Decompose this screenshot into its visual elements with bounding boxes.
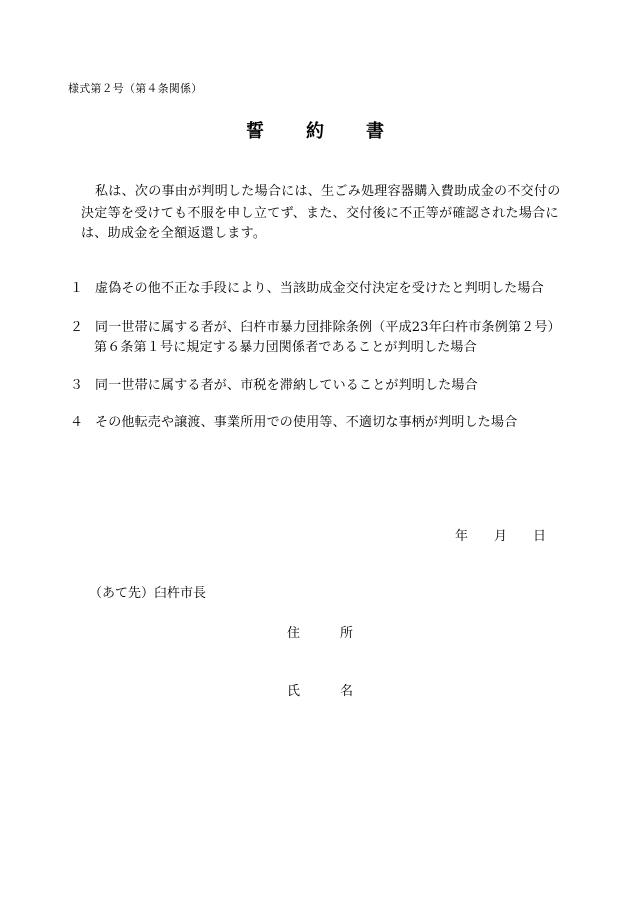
form-number: 様式第２号（第４条関係） — [68, 82, 203, 95]
condition-item-3 — [70, 374, 478, 393]
pledge-text-line: 私は、次の事由が判明した場合には、生ごみ処理容器購入費助成金の不交付の — [95, 184, 561, 199]
date-day-label: 日 — [533, 529, 547, 544]
condition-item-1 — [70, 277, 544, 296]
label-char: 住 — [287, 626, 301, 641]
item-number: ４ — [70, 415, 84, 430]
item-text: 同一世帯に属する者が、臼杵市暴力団排除条例（平成23年臼杵市条例第２号） — [95, 320, 561, 335]
item-text: その他転売や譲渡、事業所用での使用等、不適切な事柄が判明した場合 — [95, 415, 518, 430]
date-line — [455, 525, 546, 544]
document-title — [0, 117, 630, 143]
condition-item-2 — [70, 316, 561, 335]
label-char: 名 — [340, 684, 354, 699]
item-number: １ — [70, 281, 84, 296]
condition-item-4 — [70, 411, 517, 430]
item-number: ３ — [70, 378, 84, 393]
item-text: 同一世帯に属する者が、市税を滞納していることが判明した場合 — [95, 378, 478, 393]
name-field-label — [287, 680, 353, 699]
label-char: 所 — [340, 626, 354, 641]
title-char: 約 — [306, 121, 324, 142]
pledge-text-line: 決定等を受けても不服を申し立てず、また、交付後に不正等が確認された場合に — [81, 206, 559, 221]
addressee: （あて先）臼杵市長 — [89, 586, 207, 601]
address-field-label — [287, 622, 353, 641]
pledge-text-line: は、助成金を全額返還します。 — [81, 226, 267, 241]
label-char: 氏 — [287, 684, 301, 699]
title-char: 書 — [366, 121, 384, 142]
date-month-label: 月 — [494, 529, 508, 544]
item-text-continuation: 第６条第１号に規定する暴力団関係者であることが判明した場合 — [94, 340, 477, 355]
title-char: 誓 — [246, 121, 264, 142]
item-number: ２ — [70, 320, 84, 335]
date-year-label: 年 — [455, 529, 469, 544]
item-text: 虚偽その他不正な手段により、当該助成金交付決定を受けたと判明した場合 — [95, 281, 544, 296]
